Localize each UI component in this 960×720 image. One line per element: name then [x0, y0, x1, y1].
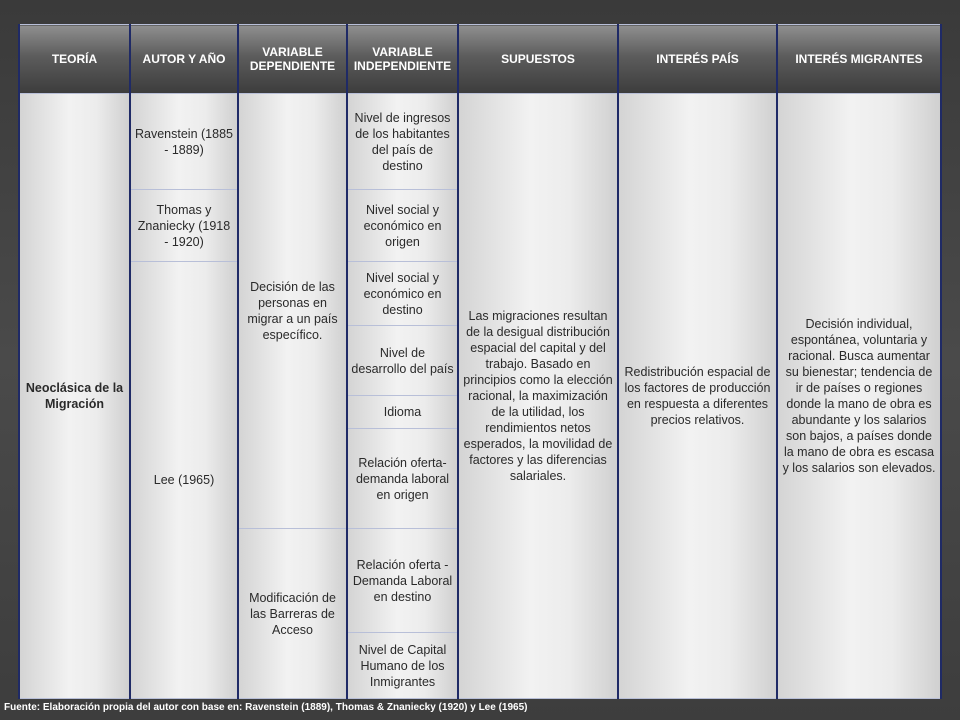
header-variable-independiente: VARIABLE INDEPENDIENTE: [347, 25, 458, 94]
independent-oferta-origen: Relación oferta-demanda laboral en origen: [347, 429, 458, 529]
migration-theory-table: [18, 24, 942, 699]
table-row: [19, 94, 941, 190]
independent-desarrollo: Nivel de desarrollo del país: [347, 326, 458, 396]
dependent-decision: Decisión de las personas en migrar a un país específico.: [238, 94, 347, 529]
header-variable-dependiente: VARIABLE DEPENDIENTE: [238, 25, 347, 94]
author-ravenstein: Ravenstein (1885 - 1889): [130, 94, 238, 190]
header-row: [19, 25, 941, 94]
interes-pais-cell: Redistribución espacial de los factores de producción en respuesta a diferentes precios relativos.: [618, 94, 777, 699]
dependent-modificacion: Modificación de las Barreras de Acceso: [238, 529, 347, 699]
header-teoria: TEORÍA: [19, 25, 130, 94]
header-supuestos: SUPUESTOS: [458, 25, 618, 94]
source-note: Fuente: Elaboración propia del autor con base en: Ravenstein (1889), Thomas & Znaniecky (1920) y Lee (1965): [4, 702, 528, 713]
independent-idioma: Idioma: [347, 396, 458, 429]
author-lee: Lee (1965): [130, 262, 238, 699]
supuestos-cell: Las migraciones resultan de la desigual distribución espacial del capital y del trabajo. Basado en principios como la elección racional, la maximización de la utilidad, los rendimientos netos esperados, la movilidad de factores y las diferencias salariales.: [458, 94, 618, 699]
header-interes-pais: INTERÉS PAÍS: [618, 25, 777, 94]
independent-oferta-destino: Relación oferta - Demanda Laboral en destino: [347, 529, 458, 633]
header-interes-migrantes: INTERÉS MIGRANTES: [777, 25, 941, 94]
theory-cell: Neoclásica de la Migración: [19, 94, 130, 699]
independent-ingresos: Nivel de ingresos de los habitantes del país de destino: [347, 94, 458, 190]
header-autor: AUTOR Y AÑO: [130, 25, 238, 94]
interes-migrantes-cell: Decisión individual, espontánea, voluntaria y racional. Busca aumentar su bienestar; tendencia de ir de países o regiones donde la mano de obra es abundante y los salarios son bajos, a países donde la mano de obra es escasa y los salarios son elevados.: [777, 94, 941, 699]
independent-capital-humano: Nivel de Capital Humano de los Inmigrantes: [347, 633, 458, 699]
independent-social-destino: Nivel social y económico en destino: [347, 262, 458, 326]
independent-social-origen: Nivel social y económico en origen: [347, 190, 458, 262]
author-thomas: Thomas y Znaniecky (1918 - 1920): [130, 190, 238, 262]
